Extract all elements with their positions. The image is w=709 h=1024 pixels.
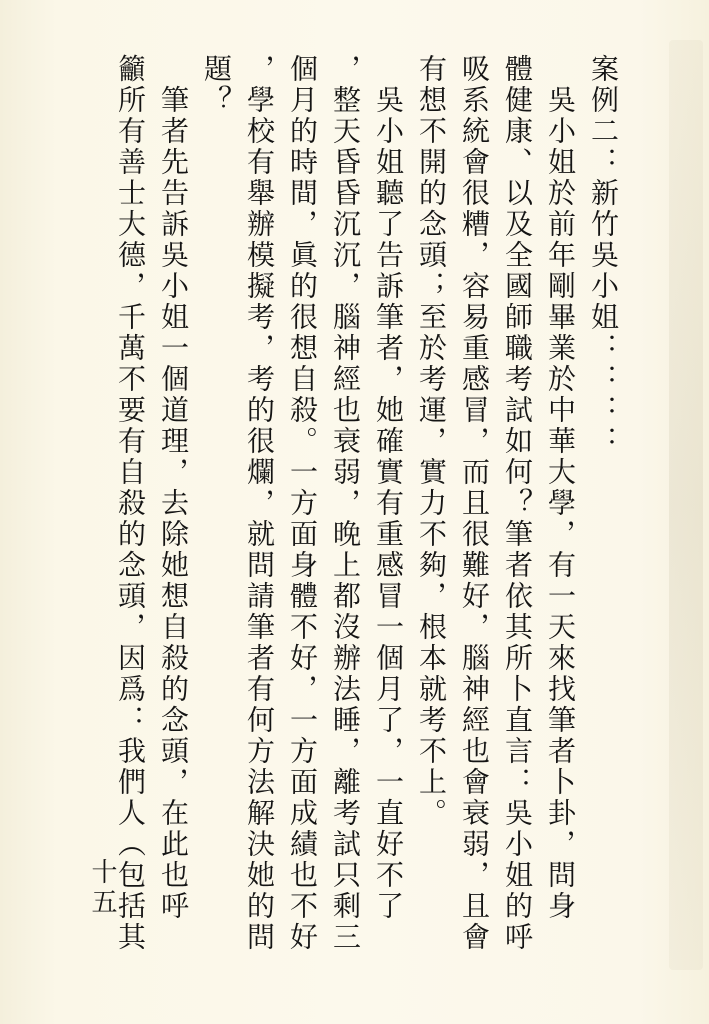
show-through-text [669, 40, 703, 970]
text-column-4: 吸系統會很糟，容易重感冒，而且很難好，腦神經也會衰弱，且會 [458, 54, 491, 953]
text-column-9: ，學校有舉辦模擬考，考的很爛，就問請筆者有何方法解決她的問 [243, 54, 276, 953]
text-column-5: 有想不開的念頭；至於考運，實力不夠，根本就考不上。 [415, 54, 448, 829]
text-column-1: 案例二：新竹吳小姐：：：： [587, 54, 620, 457]
text-column-6: 吳小姐聽了告訴筆者，她確實有重感冒一個月了，一直好不了 [372, 54, 405, 922]
text-column-7: ，整天昏昏沉沉，腦神經也衰弱，晚上都沒辦法睡，離考試只剩三 [329, 54, 362, 953]
text-column-2: 吳小姐於前年剛畢業於中華大學，有一天來找筆者卜卦，問身 [544, 54, 577, 922]
text-column-10: 題？ [200, 54, 233, 116]
text-column-11: 筆者先告訴吳小姐一個道理，去除她想自殺的念頭，在此也呼 [157, 54, 190, 922]
page-number: 十五 [87, 858, 117, 918]
text-column-3: 體健康、以及全國師職考試如何？筆者依其所卜直言：吳小姐的呼 [501, 54, 534, 953]
text-column-12: 籲所有善士大德，千萬不要有自殺的念頭，因爲：我們人（包括其 [114, 54, 147, 953]
text-column-8: 個月的時間，眞的很想自殺。一方面身體不好，一方面成績也不好 [286, 54, 319, 953]
